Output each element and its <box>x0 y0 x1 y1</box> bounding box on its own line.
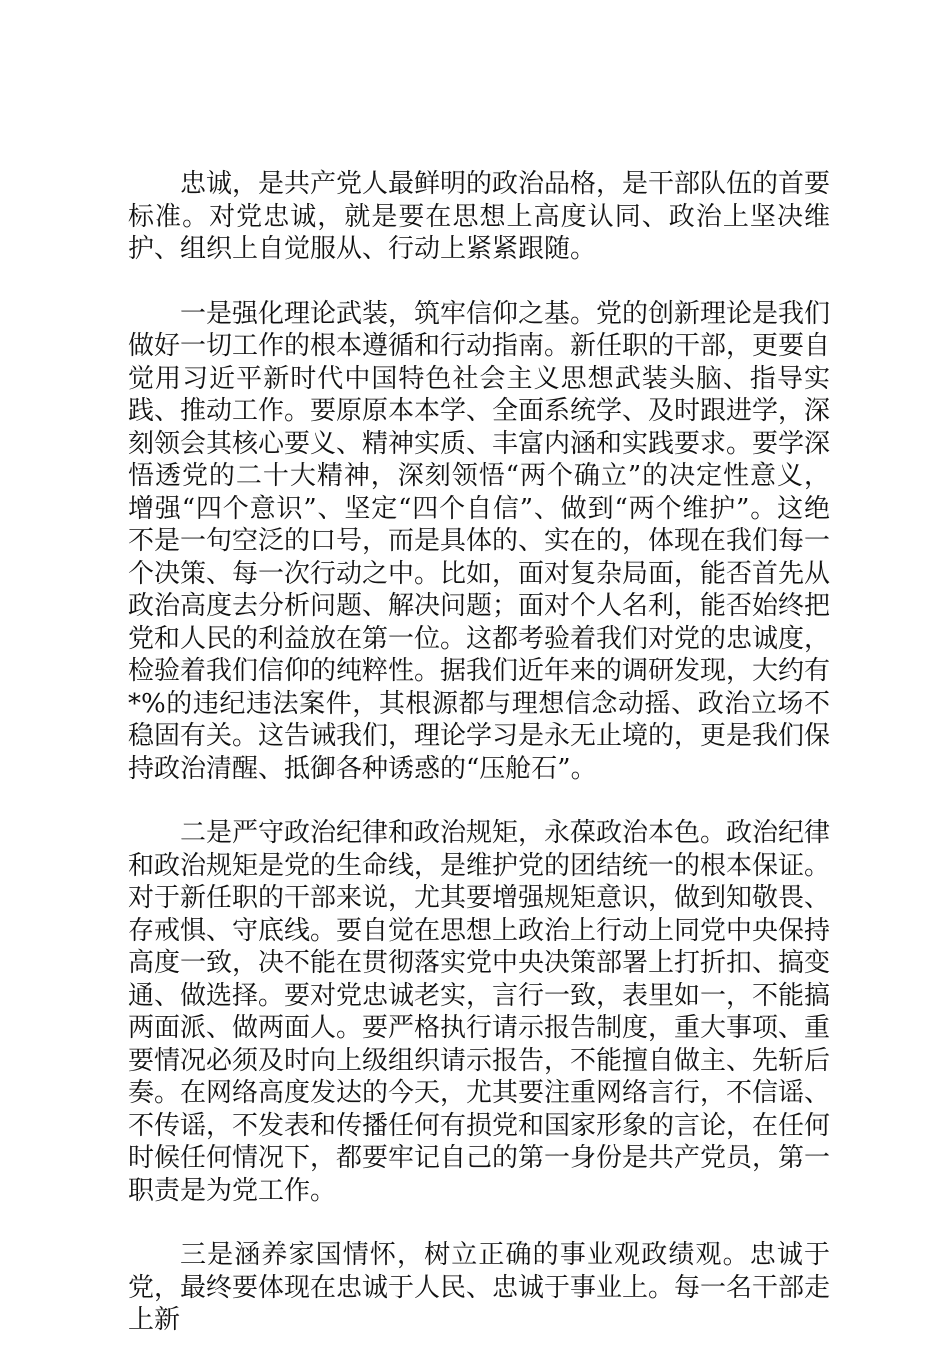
paragraph-point-one: 一是强化理论武装，筑牢信仰之基。党的创新理论是我们做好一切工作的根本遵循和行动指南。新任职的干部，更要自觉用习近平新时代中国特色社会主义思想武装头脑、指导实践、推动工作。要原原本本学、全面系统学、及时跟进学，深刻领会其核心要义、精神实质、丰富内涵和实践要求。要学深悟透党的二十大精神，深刻领悟“两个确立”的决定性意义，增强“四个意识”、坚定“四个自信”、做到“两个维护”。这绝不是一句空泛的口号，而是具体的、实在的，体现在我们每一个决策、每一次行动之中。比如，面对复杂局面，能否首先从政治高度去分析问题、解决问题；面对个人名利，能否始终把党和人民的利益放在第一位。这都考验着我们对党的忠诚度，检验着我们信仰的纯粹性。据我们近年来的调研发现，大约有*%的违纪违法案件，其根源都与理想信念动摇、政治立场不稳固有关。这告诫我们，理论学习是永无止境的，更是我们保持政治清醒、抵御各种诱惑的“压舱石”。 <box>128 298 831 784</box>
paragraph-point-two: 二是严守政治纪律和政治规矩，永葆政治本色。政治纪律和政治规矩是党的生命线，是维护党的团结统一的根本保证。对于新任职的干部来说，尤其要增强规矩意识，做到知敬畏、存戒惧、守底线。要自觉在思想上政治上行动上同党中央保持高度一致，决不能在贯彻落实党中央决策部署上打折扣、搞变通、做选择。要对党忠诚老实，言行一致，表里如一，不能搞两面派、做两面人。要严格执行请示报告制度，重大事项、重要情况必须及时向上级组织请示报告，不能擅自做主、先斩后奏。在网络高度发达的今天，尤其要注重网络言行，不信谣、不传谣，不发表和传播任何有损党和国家形象的言论，在任何时候任何情况下，都要牢记自己的第一身份是共产党员，第一职责是为党工作。 <box>128 818 831 1206</box>
paragraph-intro: 忠诚，是共产党人最鲜明的政治品格，是干部队伍的首要标准。对党忠诚，就是要在思想上高度认同、政治上坚决维护、组织上自觉服从、行动上紧紧跟随。 <box>128 169 831 264</box>
document-body <box>128 168 830 1369</box>
paragraph-point-three: 三是涵养家国情怀，树立正确的事业观政绩观。忠诚于党，最终要体现在忠诚于人民、忠诚于事业上。每一名干部走上新 <box>128 1240 831 1335</box>
